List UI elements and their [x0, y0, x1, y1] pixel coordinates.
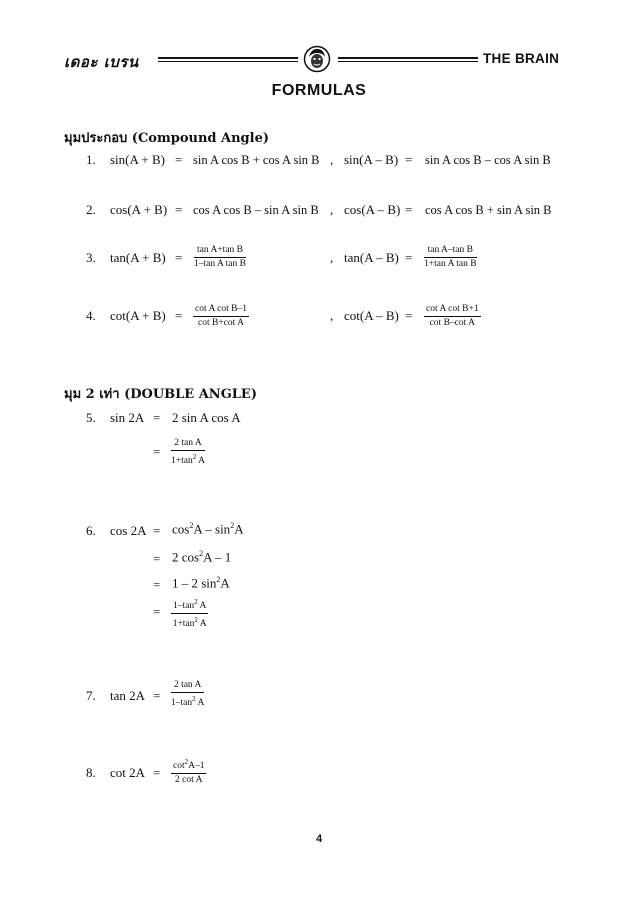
fraction-2: [424, 245, 477, 270]
fraction-numerator: cot A cot B–1: [193, 304, 249, 317]
equals-sign: =: [153, 551, 161, 566]
fraction-denominator: cot B+cot A: [198, 318, 244, 328]
fraction: [194, 245, 246, 270]
equals-sign: =: [175, 202, 183, 217]
fraction-numerator: tan A+tan B: [194, 245, 246, 258]
formula-number: 3.: [86, 250, 96, 265]
formula-number: 2.: [86, 202, 96, 217]
formula-lhs: cos 2A: [110, 523, 147, 538]
section-double-angle: มุม 2 เท่า (DOUBLE ANGLE): [64, 387, 257, 402]
equals-sign: =: [175, 250, 183, 265]
fraction-denominator: $1-\tan^2$ A: [171, 695, 205, 709]
formula-lhs-2: cot(A – B): [344, 308, 399, 323]
equals-sign-2: =: [405, 308, 413, 323]
formula-number: 8.: [86, 765, 96, 780]
fraction-denominator: 1–tan A tan B: [194, 259, 246, 269]
equals-sign: =: [153, 410, 161, 425]
fraction-numerator: 2 tan A: [171, 438, 205, 451]
fraction: [171, 438, 205, 467]
fraction: [171, 680, 204, 709]
formula-number: 4.: [86, 308, 96, 323]
formula-number: 1.: [86, 152, 96, 167]
fraction-numerator: 2 tan A: [171, 680, 204, 693]
formula-rhs: cos A cos B – sin A sin B: [193, 203, 319, 217]
equals-sign: =: [175, 152, 183, 167]
equals-sign: =: [175, 308, 183, 323]
equals-sign: =: [153, 523, 161, 538]
formula-rhs: $\cos^2A - \sin^2A$: [172, 521, 244, 537]
fraction-2: [424, 304, 481, 329]
formula-lhs: cot(A + B): [110, 308, 166, 323]
formula-lhs: tan 2A: [110, 688, 146, 703]
brain-face-logo-icon: [303, 45, 331, 73]
formula-rhs: sin A cos B + cos A sin B: [193, 153, 320, 167]
formula-lhs-2: sin(A – B): [344, 152, 399, 167]
formula-lhs: cot 2A: [110, 765, 146, 780]
fraction: [171, 597, 208, 630]
separator-comma: ,: [330, 152, 334, 167]
separator-comma: ,: [330, 202, 334, 217]
fraction-numerator: tan A–tan B: [424, 245, 477, 258]
formula-number: 5.: [86, 410, 96, 425]
header-rule-right: [338, 57, 478, 62]
separator-comma: ,: [330, 250, 334, 265]
formula-rhs: 1 – 2 $\sin^2A$: [172, 575, 230, 591]
brand-english: THE BRAIN: [483, 51, 560, 66]
fraction-denominator: $1+\tan^2$ A: [171, 453, 205, 467]
formula-rhs-2: cos A cos B + sin A sin B: [425, 203, 552, 217]
formula-rhs: 2 $\cos^2A - 1$: [172, 549, 232, 565]
equals-sign: =: [153, 765, 161, 780]
page-title: FORMULAS: [271, 82, 367, 99]
section-compound-angle: มุมประกอบ (Compound Angle): [64, 131, 270, 146]
formula-lhs: sin(A + B): [110, 152, 166, 167]
page-number: 4: [315, 833, 323, 845]
fraction-denominator: 1+tan A tan B: [424, 259, 477, 269]
formula-lhs-2: tan(A – B): [344, 250, 399, 265]
equals-sign: =: [153, 604, 161, 619]
fraction-numerator: cot A cot B+1: [424, 304, 481, 317]
brand-thai: เดอะ เบรน: [64, 53, 139, 71]
formula-lhs: sin 2A: [110, 410, 145, 425]
formula-lhs: cos(A + B): [110, 202, 168, 217]
formula-number: 6.: [86, 523, 96, 538]
formula-rhs: 2 sin A cos A: [172, 410, 241, 425]
fraction-numerator: $1-\tan^2$ A: [171, 597, 208, 614]
fraction: [171, 757, 206, 786]
formula-lhs-2: cos(A – B): [344, 202, 401, 217]
equals-sign: =: [153, 577, 161, 592]
fraction-numerator: $\cot^2A-1$: [171, 757, 206, 774]
formula-number: 7.: [86, 688, 96, 703]
fraction-denominator: cot B–cot A: [429, 318, 475, 328]
fraction-denominator: 2 cot A: [175, 775, 203, 786]
formula-lhs: tan(A + B): [110, 250, 166, 265]
formula-rhs-2: sin A cos B – cos A sin B: [425, 153, 551, 167]
separator-comma: ,: [330, 308, 334, 323]
equals-sign-2: =: [405, 202, 413, 217]
equals-sign-2: =: [405, 250, 413, 265]
fraction-denominator: $1+\tan^2$ A: [172, 616, 207, 630]
equals-sign: =: [153, 444, 161, 459]
equals-sign: =: [153, 688, 161, 703]
fraction: [193, 304, 249, 329]
header-rule-left: [158, 57, 298, 62]
equals-sign-2: =: [405, 152, 413, 167]
